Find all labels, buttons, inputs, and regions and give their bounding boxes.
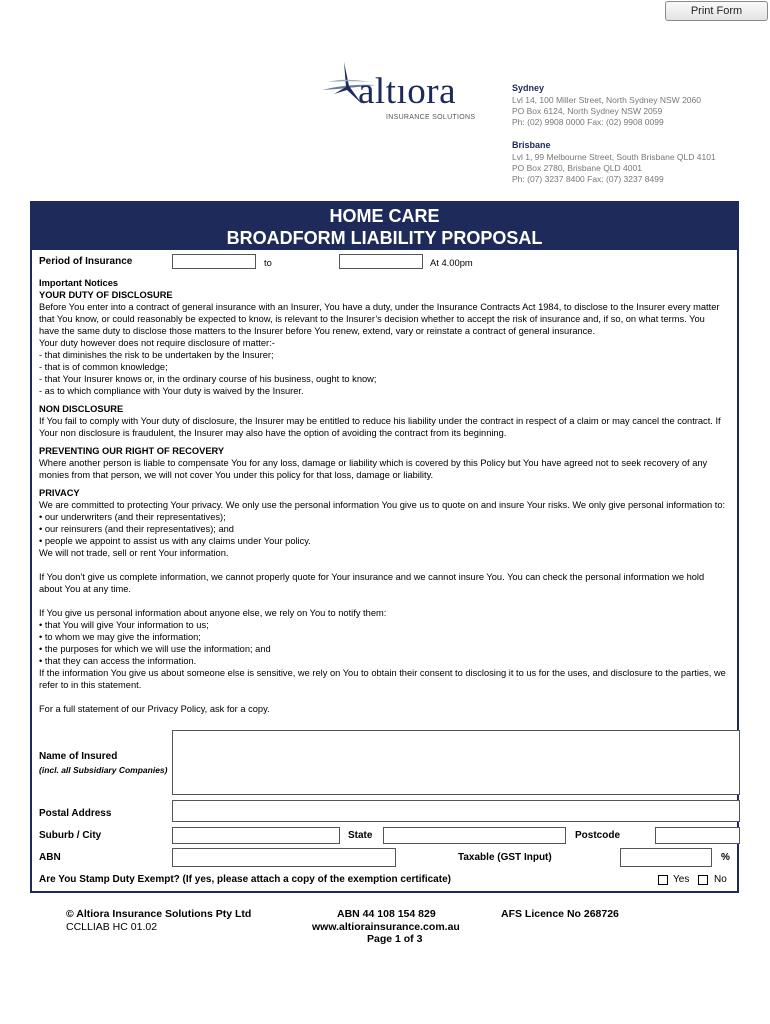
state-label: State: [348, 830, 373, 841]
privacy-text-line: • the purposes for which we will use the information; and: [39, 644, 271, 654]
duty-text-line: - that Your Insurer knows or, in the ordinary course of his business, ought to know;: [39, 374, 377, 384]
footer-company: © Altiora Insurance Solutions Pty Ltd: [66, 908, 252, 920]
duty-text-line: - as to which compliance with Your duty is waived by the Insurer.: [39, 386, 304, 396]
nondisclosure-text-line: If You fail to comply with Your duty of disclosure, the Insurer may be entitled to reduce his liability under the contract in respect of a claim or may cancel the contract. If: [39, 416, 721, 426]
important-notices-section: [39, 277, 739, 715]
logo-tagline: INSURANCE SOLUTIONS: [386, 114, 476, 121]
privacy-text-line: • to whom we may give the information;: [39, 632, 201, 642]
stamp-duty-no-checkbox[interactable]: [698, 875, 708, 885]
privacy-text-line: • that they can access the information.: [39, 656, 197, 666]
duty-text-line: have the same duty to disclose those matters to the Insurer before You renew, extend, vary or reinstate a contract of general insurance.: [39, 326, 596, 336]
privacy-text-line: about You at any time.: [39, 584, 132, 594]
office-address-line: PO Box 2780, Brisbane QLD 4001: [512, 163, 642, 173]
duty-heading: YOUR DUTY OF DISCLOSURE: [39, 290, 173, 300]
privacy-text-line: • our underwriters (and their representatives);: [39, 512, 226, 522]
privacy-text-line: • people we appoint to assist us with any claims under Your policy.: [39, 536, 311, 546]
postcode-input[interactable]: [655, 827, 740, 844]
period-to-label: to: [264, 257, 272, 268]
footer-website: www.altiorainsurance.com.au: [312, 921, 460, 933]
period-time-label: At 4.00pm: [430, 257, 473, 268]
privacy-text-line: • our reinsurers (and their representatives); and: [39, 524, 234, 534]
period-from-input[interactable]: [172, 254, 256, 269]
office-phone: Ph: (02) 9908 0000 Fax: (02) 9908 0099: [512, 117, 664, 127]
print-form-button[interactable]: Print Form: [665, 1, 768, 21]
office-address-line: Lvl 1, 99 Melbourne Street, South Brisbane QLD 4101: [512, 152, 716, 162]
suburb-label: Suburb / City: [39, 830, 102, 841]
office-city: Brisbane: [512, 140, 551, 150]
privacy-text-line: • that You will give Your information to us;: [39, 620, 209, 630]
privacy-text-line: We will not trade, sell or rent Your information.: [39, 548, 229, 558]
percent-sign: %: [721, 852, 730, 863]
form-title-line2: BROADFORM LIABILITY PROPOSAL: [226, 228, 543, 248]
privacy-text-line: If You don’t give us complete information, we cannot properly quote for Your insurance and we cannot insure You. You can check the personal information we hold: [39, 572, 705, 582]
notices-heading: Important Notices: [39, 278, 119, 288]
abn-label: ABN: [39, 852, 61, 863]
period-to-input[interactable]: [339, 254, 423, 269]
nondisclosure-heading: NON DISCLOSURE: [39, 404, 124, 414]
office-address-line: Lvl 14, 100 Miller Street, North Sydney NSW 2060: [512, 95, 701, 105]
privacy-text-line: If You give us personal information about anyone else, we rely on You to notify them:: [39, 608, 387, 618]
taxable-label: Taxable (GST Input): [458, 852, 552, 863]
office-address-line: PO Box 6124, North Sydney NSW 2059: [512, 106, 663, 116]
insured-name-sublabel: (incl. all Subsidiary Companies): [39, 765, 168, 775]
postal-address-label: Postal Address: [39, 808, 112, 819]
duty-text-line: Before You enter into a contract of general insurance with an Insurer, You have a duty, under the Insurance Contracts Act 1984, to disclose to the Insurer every matter: [39, 302, 720, 312]
insured-name-label: Name of Insured: [39, 751, 118, 762]
stamp-duty-question: Are You Stamp Duty Exempt? (If yes, please attach a copy of the exemption certificate): [39, 874, 451, 885]
stamp-duty-no-label: No: [714, 874, 727, 885]
stamp-duty-yes-label: Yes: [673, 874, 690, 885]
logo-wordmark: altıora: [358, 71, 457, 112]
privacy-text-line: We are committed to protecting Your privacy. We only use the personal information You give us to quote on and insure Your risks. We only give personal information to:: [39, 500, 726, 510]
privacy-text-line: refer to in this statement.: [39, 680, 142, 690]
recovery-text-line: monies from that person, we will not cover You under this policy for that loss, damage or liability.: [39, 470, 434, 480]
stamp-duty-yes-checkbox[interactable]: [658, 875, 668, 885]
office-sydney: [512, 83, 701, 128]
insured-name-input[interactable]: [172, 730, 740, 795]
privacy-policy-note: For a full statement of our Privacy Policy, ask for a copy.: [39, 704, 270, 714]
recovery-heading: PREVENTING OUR RIGHT OF RECOVERY: [39, 446, 225, 456]
abn-input[interactable]: [172, 848, 396, 867]
form-title-banner: [32, 203, 737, 250]
recovery-text-line: Where another person is liable to compensate You for any loss, damage or liability which is covered by this Policy but You have agreed not to seek recovery of any: [39, 458, 708, 468]
period-label: Period of Insurance: [39, 256, 133, 267]
nondisclosure-text-line: Your non disclosure is fraudulent, the Insurer may also have the option of avoiding the contract from its beginning.: [39, 428, 507, 438]
suburb-input[interactable]: [172, 827, 340, 844]
duty-text-line: that You know, or could reasonably be expected to know, is relevant to the Insurer’s decision whether to accept the risk of insurance and, if so, on what terms. You: [39, 314, 705, 324]
footer-page-number: Page 1 of 3: [367, 933, 423, 945]
form-title-line1: HOME CARE: [329, 206, 440, 226]
office-brisbane: [512, 140, 716, 185]
footer-abn: ABN 44 108 154 829: [337, 908, 436, 920]
duty-text-line: - that diminishes the risk to be undertaken by the Insurer;: [39, 350, 274, 360]
office-phone: Ph: (07) 3237 8400 Fax: (07) 3237 8499: [512, 174, 664, 184]
footer-afs-licence: AFS Licence No 268726: [501, 908, 619, 920]
taxable-percent-input[interactable]: [620, 848, 712, 867]
altiora-logo: [318, 60, 508, 126]
state-input[interactable]: [383, 827, 566, 844]
footer-form-code: CCLLIAB HC 01.02: [66, 921, 158, 933]
duty-text-line: - that is of common knowledge;: [39, 362, 168, 372]
duty-text-line: Your duty however does not require disclosure of matter:-: [39, 338, 275, 348]
postcode-label: Postcode: [575, 830, 621, 841]
office-city: Sydney: [512, 83, 545, 93]
postal-address-input[interactable]: [172, 800, 740, 822]
privacy-heading: PRIVACY: [39, 488, 80, 498]
privacy-text-line: If the information You give us about someone else is sensitive, we rely on You to obtain their consent to disclosing it to us for the uses, and disclosure to the parties, we: [39, 668, 726, 678]
